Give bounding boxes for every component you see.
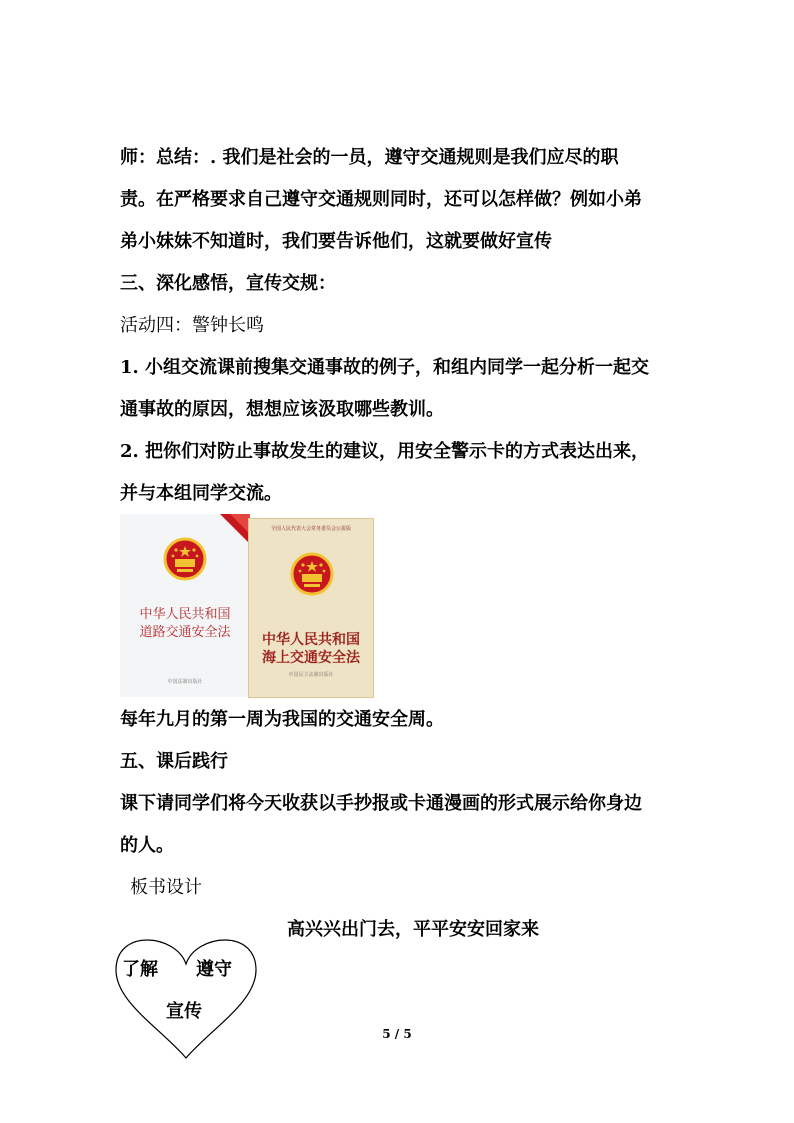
page-number: 5 / 5 [382,1027,412,1041]
board-word-publicize: 宣传 [166,1001,202,1022]
section-three-heading: 三、深化感悟，宣传交规： [120,273,336,294]
national-emblem-icon [163,537,207,581]
maritime-traffic-law-book-cover [248,518,374,698]
board-word-obey: 遵守 [196,959,232,980]
item-two-line1: 2. 把你们对防止事故发生的建议，用安全警示卡的方式表达出来， [120,441,650,462]
book1-publisher: 中国法制出版社 [167,679,203,685]
book2-title: 中华人民共和国 海上交通安全法 [262,632,360,666]
paragraph-summary-line3: 弟小妹妹不知道时，我们要告诉他们，这就要做好宣传 [120,231,552,252]
homework-line2: 的人。 [120,835,174,856]
activity-four-label: 活动四：警钟长鸣 [120,315,264,336]
paragraph-summary-line1: 师：总结：. 我们是社会的一员，遵守交通规则是我们应尽的职 [120,147,619,168]
book2-publisher: 中国民主法制出版社 [288,672,334,678]
road-traffic-law-book-cover [120,514,250,697]
book1-title: 中华人民共和国 道路交通安全法 [139,607,231,640]
board-design-label: 板书设计 [130,877,202,898]
item-one-line2: 通事故的原因，想想应该汲取哪些教训。 [120,399,444,420]
corner-ribbon-icon [210,514,250,554]
item-one-line1: 1. 小组交流课前搜集交通事故的例子，和组内同学一起分析一起交 [120,357,650,378]
book2-top-text: 全国人民代表大会常务委员会公报版 [270,526,351,532]
section-five-heading: 五、课后践行 [120,751,228,772]
homework-line1: 课下请同学们将今天收获以手抄报或卡通漫画的形式展示给你身边 [120,793,642,814]
board-word-understand: 了解 [122,959,158,980]
paragraph-summary-line2: 责。在严格要求自己遵守交通规则同时，还可以怎样做？例如小弟 [120,189,642,210]
safety-week-sentence: 每年九月的第一周为我国的交通安全周。 [120,709,444,730]
heart-outline-icon [110,928,262,1062]
board-heading: 高兴兴出门去，平平安安回家来 [287,919,539,940]
item-two-line2: 并与本组同学交流。 [120,483,282,504]
national-emblem-icon [290,552,334,596]
